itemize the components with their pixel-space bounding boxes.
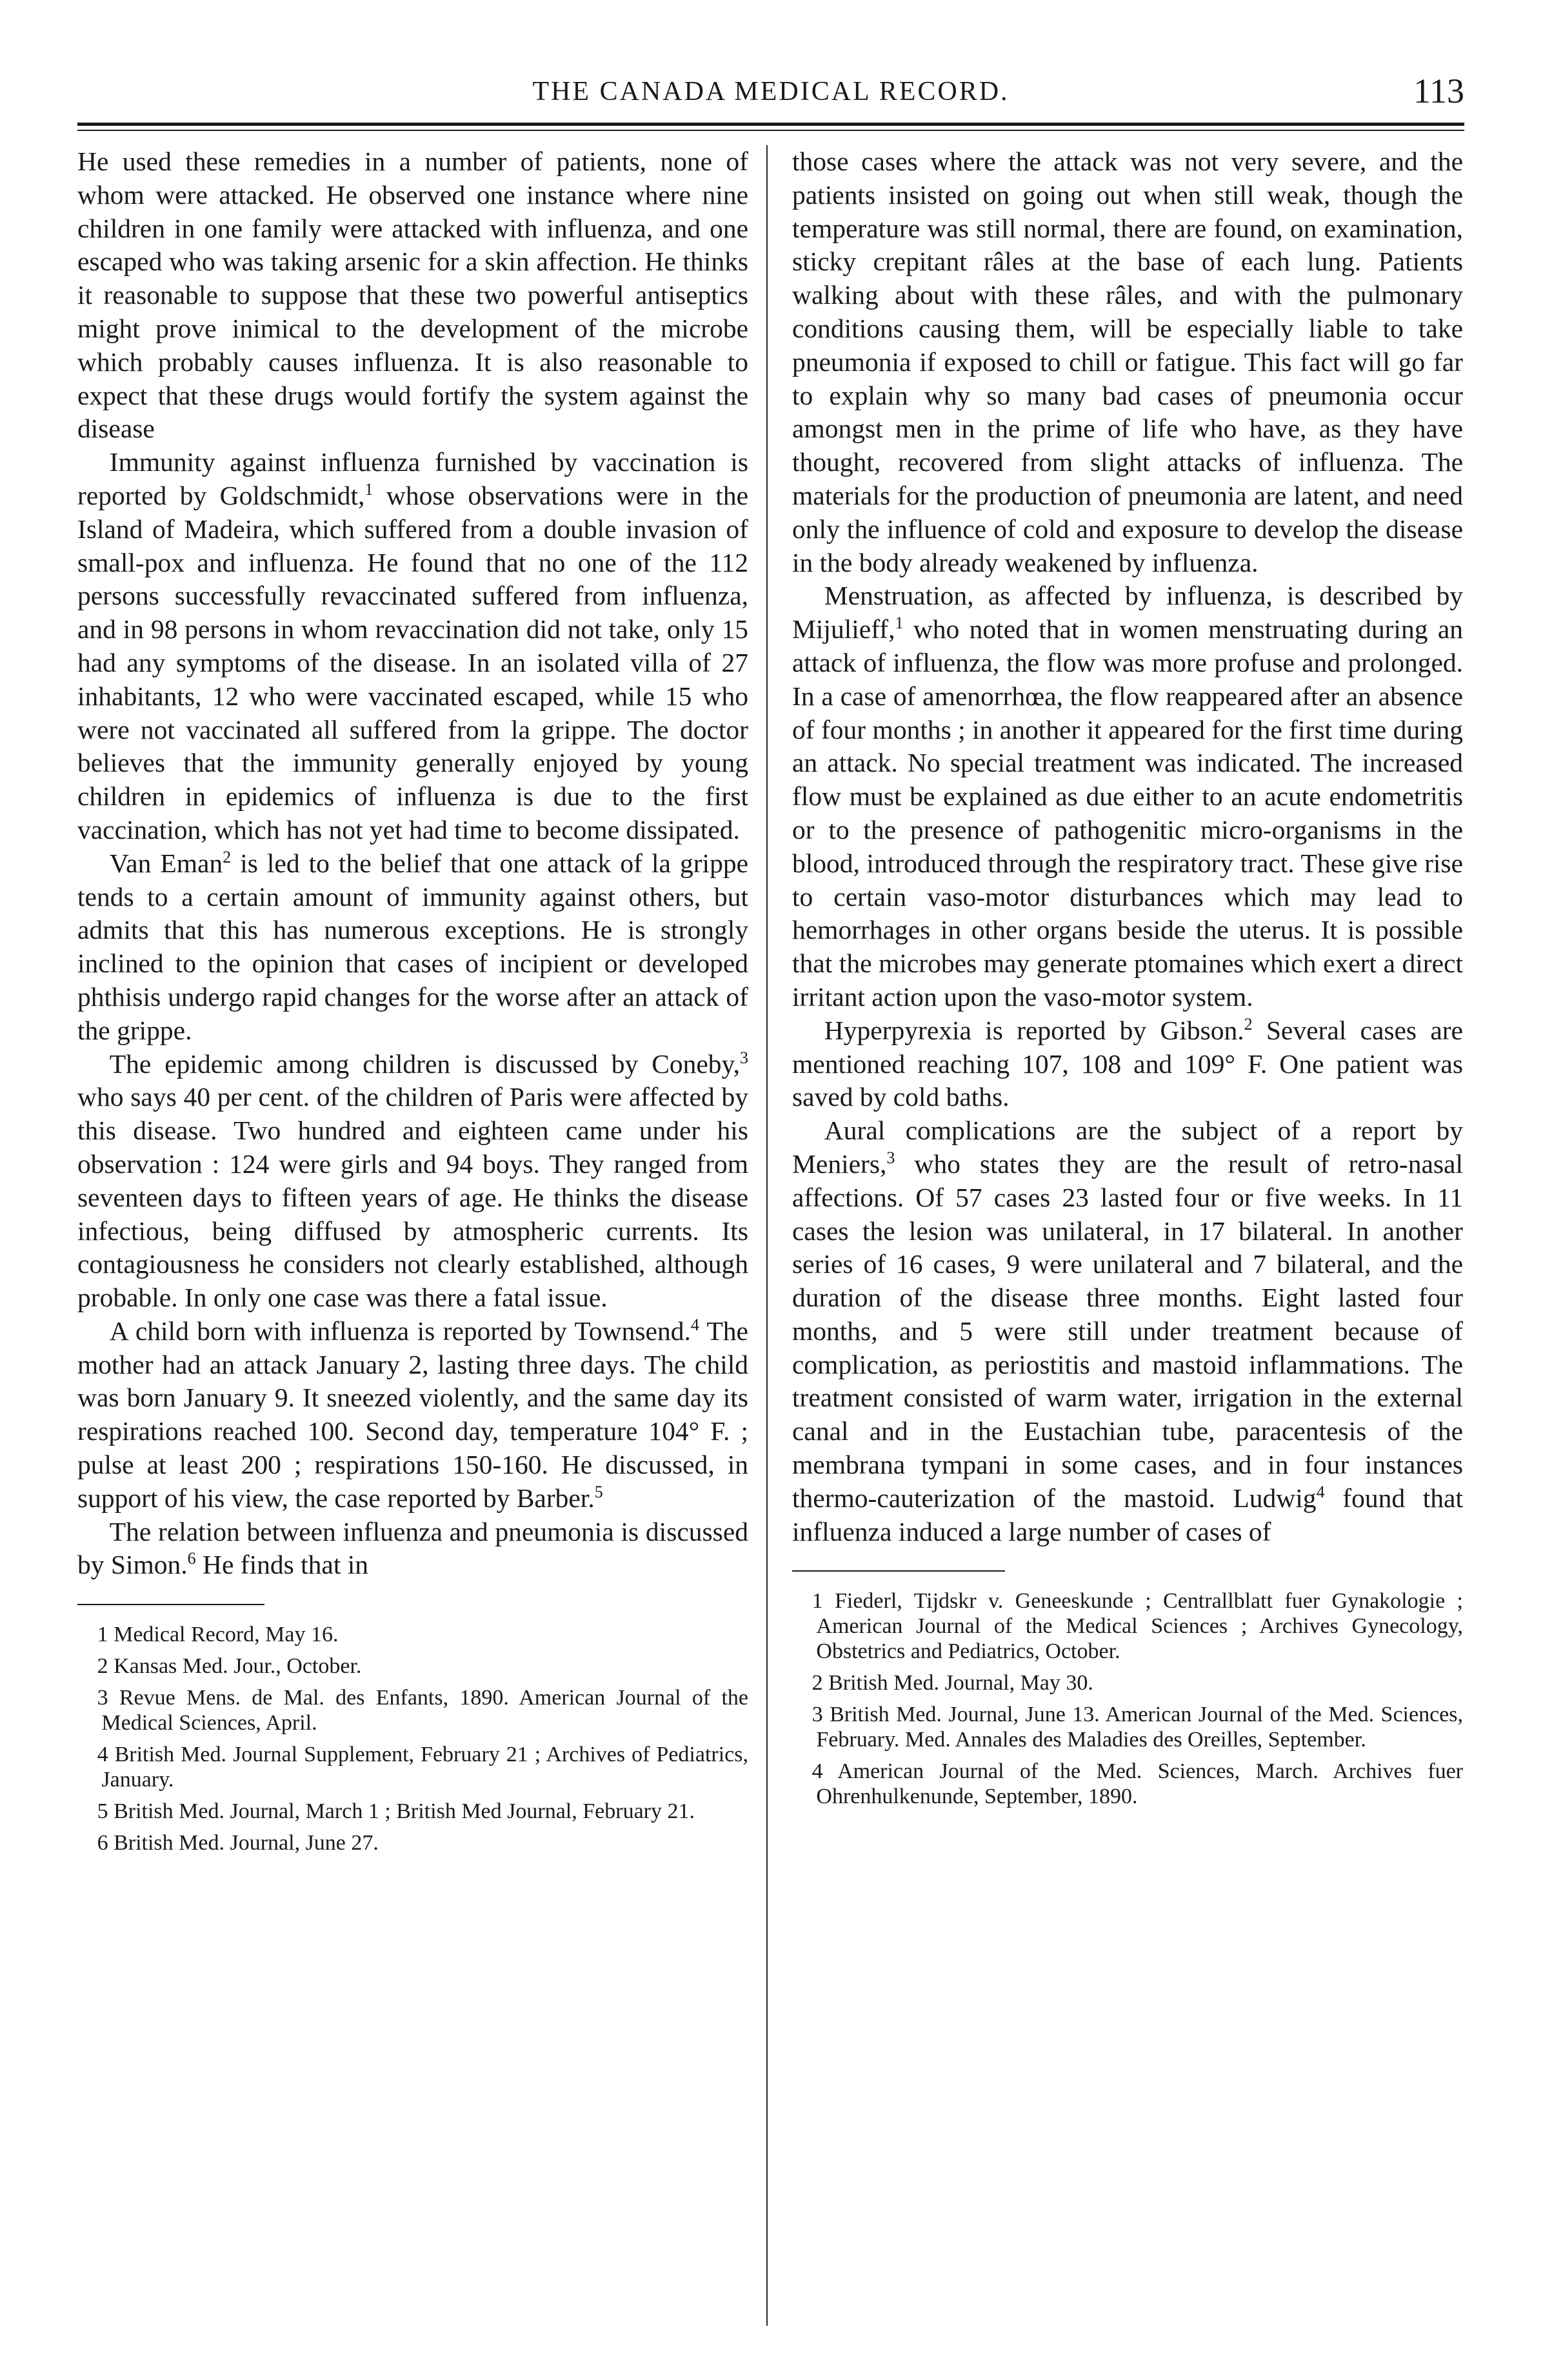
footnote-ref: 2 bbox=[1244, 1014, 1253, 1034]
page-number: 113 bbox=[1413, 72, 1464, 110]
footnote: 3 British Med. Journal, June 13. American Journal of the Med. Sciences, February. Med. Annales des Maladies des Oreilles, September. bbox=[811, 1703, 1463, 1752]
footnote: 4 British Med. Journal Supplement, February 21 ; Archives of Pediatrics, January. bbox=[97, 1743, 748, 1792]
text: He finds that in bbox=[195, 1550, 369, 1580]
footnote-ref: 4 bbox=[690, 1315, 699, 1335]
column-divider bbox=[766, 145, 768, 2326]
footnote: 1 Medical Record, May 16. bbox=[97, 1623, 339, 1647]
text: Several cases are mentioned reaching 107, 108 and 109° F. One patient was saved by cold baths. bbox=[792, 1015, 1463, 1112]
right-footnotes bbox=[792, 1588, 1463, 1809]
footnote-ref: 4 bbox=[1316, 1483, 1325, 1502]
left-paragraph-2 bbox=[77, 446, 748, 847]
text: Aural complications are the subject of a report by Meniers, bbox=[792, 1115, 1463, 1179]
footnote-ref: 2 bbox=[223, 847, 232, 866]
right-paragraph-4 bbox=[792, 1114, 1463, 1548]
right-paragraph-3 bbox=[792, 1014, 1463, 1114]
footnote: 1 Fiederl, Tijdskr v. Geneeskunde ; Centrallblatt fuer Gynakologie ; American Journal of the Medical Sciences ; Archives Gynecology, Obstetrics and Pediatrics, October. bbox=[811, 1589, 1463, 1664]
header-rule-thin bbox=[77, 130, 1464, 131]
left-paragraph-3 bbox=[77, 847, 748, 1048]
left-paragraph-5 bbox=[77, 1315, 748, 1515]
text: Menstruation, as affected by influenza, is described by Mijulieff, bbox=[792, 581, 1463, 645]
footnote: 3 Revue Mens. de Mal. des Enfants, 1890. American Journal of the Medical Sciences, April. bbox=[97, 1686, 748, 1735]
text: whose observations were in the Island of Madeira, which suffered from a double invasion of small-pox and influenza. He found that no one of the 112 persons successfully revaccinated suffered from influenza, and in 98 persons in whom revaccination did not take, only 15 had any symptoms of the disease. In an isolated villa of 27 inhabitants, 12 who were vaccinated escaped, while 15 who were not vaccinated all suffered from la grippe. The doctor believes that the immunity generally enjoyed by young children in epidemics of influenza is due to the first vaccination, which has not yet had time to become dissipated. bbox=[77, 480, 749, 845]
right-paragraph-1: those cases where the attack was not very severe, and the patients insisted on going out when still weak, though the temperature was still normal, there are found, on examination, sticky crepitant râles at the base of each lung. Patients walking about with these râles, and with the pulmonary conditions causing them, will be especially liable to take pneumonia if exposed to chill or fatigue. This fact will go far to explain why so many bad cases of pneumonia occur amongst men in the prime of life who have, as they have thought, recovered from slight attacks of influenza. The materials for the production of pneumonia are latent, and need only the influence of cold and exposure to develop the disease in the body already weakened by influenza. bbox=[792, 146, 1463, 577]
footnote-rule bbox=[77, 1604, 264, 1605]
text: The relation between influenza and pneumonia is discussed by Simon. bbox=[77, 1516, 748, 1580]
text: The mother had an attack January 2, lasting three days. The child was born January 9. It sneezed violently, and the same day its respirations reached 100. Second day, temperature 104° F. ; pulse at least 200 ; respirations 150-160. He discussed, in support of his view, the case reported by Barber. bbox=[77, 1315, 748, 1513]
text: The epidemic among children is discussed by Coneby, bbox=[109, 1048, 740, 1079]
left-column bbox=[77, 145, 748, 1862]
footnote: 2 British Med. Journal, May 30. bbox=[811, 1671, 1093, 1695]
text: Hyperpyrexia is reported by Gibson. bbox=[824, 1015, 1244, 1045]
footnote-ref: 6 bbox=[187, 1549, 196, 1568]
text: who says 40 per cent. of the children of Paris were affected by this disease. Two hundred and eighteen came under his observation : 124 were girls and 94 boys. They ranged from seventeen days to fifteen years of age. He thinks the disease infectious, being diffused by atmospheric currents. Its contagiousness he considers not clearly established, although probable. In only one case was there a fatal issue. bbox=[77, 1082, 748, 1313]
footnote-ref: 5 bbox=[594, 1483, 603, 1502]
text: A child born with influenza is reported by Townsend. bbox=[109, 1315, 691, 1346]
text: who noted that in women menstruating during an attack of influenza, the flow was more profuse and prolonged. In a case of amenorrhœa, the flow reappeared after an absence of four months ; in another it appeared for the first time during an attack. No special treatment was indicated. The increased flow must be explained as due either to an acute endometritis or to the presence of pathogenitic micro-organisms in the blood, introduced through the respiratory tract. These give rise to certain vaso-motor disturbances which may lead to hemorrhages in other organs beside the uterus. It is possible that the microbes may generate ptomaines which exert a direct irritant action upon the vaso-motor system. bbox=[792, 614, 1463, 1012]
text: Immunity against influenza furnished by vaccination is reported by Goldschmidt, bbox=[77, 447, 748, 510]
page-header bbox=[77, 71, 1464, 123]
footnote: 4 American Journal of the Med. Sciences, March. Archives fuer Ohrenhulkenunde, September, 1890. bbox=[811, 1759, 1463, 1809]
footnote-ref: 1 bbox=[895, 614, 904, 633]
text: who states they are the result of retro-nasal affections. Of 57 cases 23 lasted four or five weeks. In 11 cases the lesion was unilateral, in 17 bilateral. In another series of 16 cases, 9 were unilateral and 7 bilateral, and the duration of the disease three months. Eight lasted four months, and 5 were still under treatment because of complication, as periostitis and mastoid inflammations. The treatment consisted of warm water, irrigation in the external canal and in the Eustachian tube, paracentesis of the membrana tympani in some cases, and in four instances thermo-cauterization of the mastoid. Ludwig bbox=[792, 1148, 1463, 1513]
footnote-ref: 3 bbox=[740, 1048, 748, 1067]
text: found that influenza induced a large number of cases of bbox=[792, 1483, 1463, 1546]
text: Van Eman bbox=[109, 848, 223, 878]
right-column bbox=[792, 145, 1463, 1815]
running-title: THE CANADA MEDICAL RECORD. bbox=[532, 77, 1010, 106]
footnote: 5 British Med. Journal, March 1 ; British Med Journal, February 21. bbox=[97, 1799, 695, 1824]
footnote-ref: 3 bbox=[886, 1148, 895, 1168]
right-paragraph-2 bbox=[792, 579, 1463, 1014]
header-rule-thick bbox=[77, 123, 1464, 126]
footnote-ref: 1 bbox=[364, 480, 373, 499]
left-paragraph-1: He used these remedies in a number of patients, none of whom were attacked. He observed one instance where nine children in one family were attacked with influenza, and one escaped who was taking arsenic for a skin affection. He thinks it reasonable to suppose that these two powerful antiseptics might prove inimical to the development of the microbe which probably causes influenza. It is also reasonable to expect that these drugs would fortify the system against the disease bbox=[77, 146, 748, 444]
footnote: 6 British Med. Journal, June 27. bbox=[97, 1831, 379, 1855]
footnote: 2 Kansas Med. Jour., October. bbox=[97, 1654, 362, 1679]
left-paragraph-4 bbox=[77, 1048, 748, 1315]
left-footnotes bbox=[77, 1622, 748, 1855]
footnote-rule bbox=[792, 1570, 1005, 1572]
text: is led to the belief that one attack of la grippe tends to a certain amount of immunity against others, but admits that this has numerous exceptions. He is strongly inclined to the opinion that cases of incipient or developed phthisis undergo rapid changes for the worse after an attack of the grippe. bbox=[77, 848, 749, 1045]
left-paragraph-6 bbox=[77, 1515, 748, 1583]
